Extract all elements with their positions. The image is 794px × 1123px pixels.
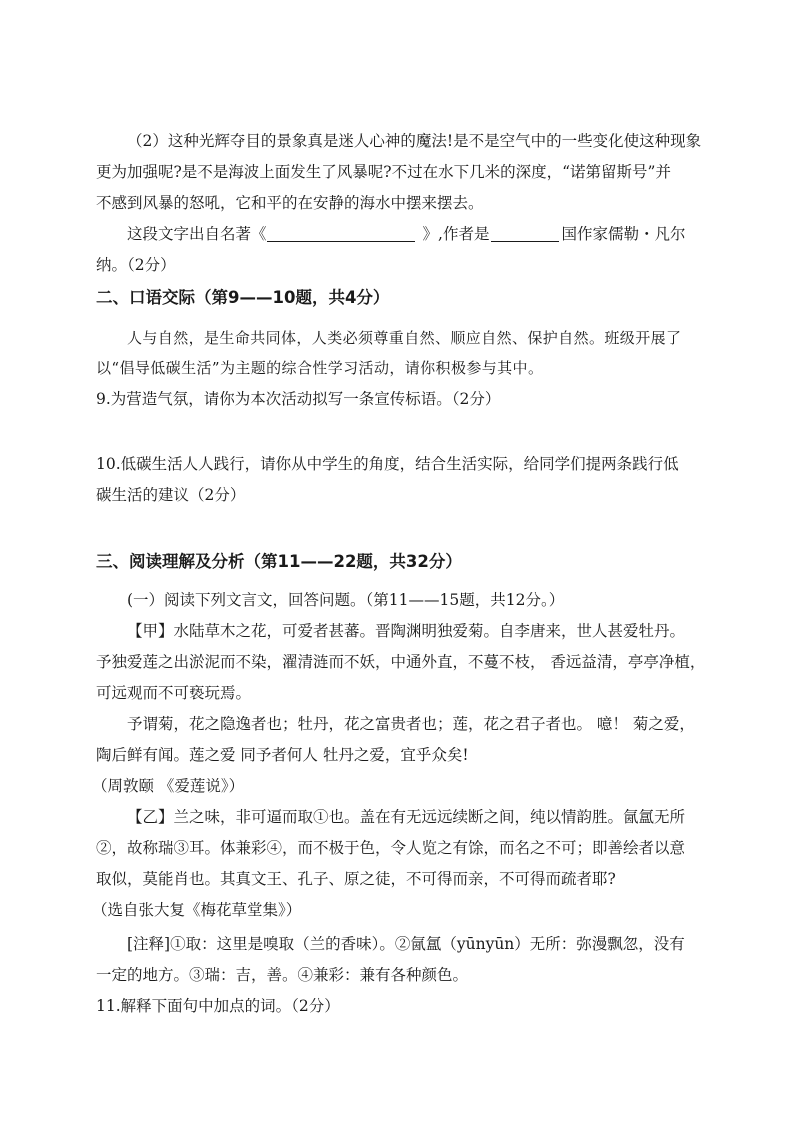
- passage-line: 更为加强呢?是不是海波上面发生了风暴呢?不过在水下几米的深度，“诺第留斯号”并: [96, 163, 671, 181]
- passage-line: 陶后鲜有闻。莲之爱 同予者何人 牡丹之爱，宜乎众矣!: [96, 746, 469, 764]
- section-heading: 二、口语交际（第9——10题，共4分）: [96, 288, 390, 307]
- passage-line: 不感到风暴的怒吼，它和平的在安静的海水中摆来摆去。: [96, 194, 484, 212]
- passage-line: 予谓菊，花之隐逸者也；牡丹，花之富贵者也；莲，花之君子者也。 噫！ 菊之爱，: [127, 715, 695, 733]
- section-intro: 人与自然，是生命共同体，人类必须尊重自然、顺应自然、保护自然。班级开展了: [127, 329, 682, 347]
- annotation-note: [注释]①取：这里是嗅取（兰的香味）。②氤氲（yūnyūn）无所：弥漫飘忽，没有: [127, 935, 685, 953]
- passage-line: 【乙】兰之味，非可逼而取①也。盖在有无远远续断之间，纯以情韵胜。氤氲无所: [127, 808, 686, 826]
- question-fill-blank: [127, 224, 737, 244]
- question-text: 纳。（2分）: [96, 256, 176, 274]
- section-heading: 三、阅读理解及分析（第11——22题，共32分）: [96, 552, 462, 571]
- section-intro: 以“倡导低碳生活”为主题的综合性学习活动，请你积极参与其中。: [96, 359, 544, 377]
- subsection-heading: (一）阅读下列文言文，回答问题。（第11——15题，共12分。）: [127, 591, 565, 609]
- passage-source: （周敦颐 《爱莲说》）: [92, 777, 245, 795]
- question-text: 国作家儒勒・凡尔: [561, 225, 686, 243]
- question-11: 11.解释下面句中加点的词。（2分）: [96, 997, 340, 1015]
- question-text: 》,作者是: [422, 225, 490, 243]
- answer-blank-country[interactable]: [491, 225, 559, 242]
- passage-line: （2）这种光辉夺目的景象真是迷人心神的魔法!是不是空气中的一些变化使这种现象: [127, 132, 702, 150]
- passage-line: 【甲】水陆草木之花，可爱者甚蕃。晋陶渊明独爱菊。自李唐来，世人甚爱牡丹。: [127, 622, 686, 640]
- passage-line: 取似，莫能肖也。其真文王、孔子、原之徒，不可得而亲，不可得而疏者耶?: [96, 870, 616, 888]
- passage-line: 予独爱莲之出淤泥而不染，濯清涟而不妖，中通外直，不蔓不枝， 香远益清，亭亭净植，: [96, 653, 706, 671]
- question-text: 这段文字出自名著《: [127, 225, 267, 243]
- question-10: 10.低碳生活人人践行，请你从中学生的角度，结合生活实际，给同学们提两条践行低: [96, 455, 679, 473]
- passage-line: 可远观而不可亵玩焉。: [96, 684, 252, 702]
- answer-blank-book-title[interactable]: [267, 225, 415, 242]
- annotation-note: 一定的地方。③瑞：吉，善。④兼彩：兼有各种颜色。: [96, 966, 469, 984]
- question-10: 碳生活的建议（2分）: [96, 486, 246, 504]
- passage-source: （选自张大复《梅花草堂集》）: [92, 901, 302, 919]
- question-9: 9.为营造气氛，请你为本次活动拟写一条宣传标语。（2分）: [96, 390, 501, 408]
- passage-line: ②，故称瑞③耳。体兼彩④，而不极于色，令人览之有馀，而名之不可；即善绘者以意: [96, 839, 686, 857]
